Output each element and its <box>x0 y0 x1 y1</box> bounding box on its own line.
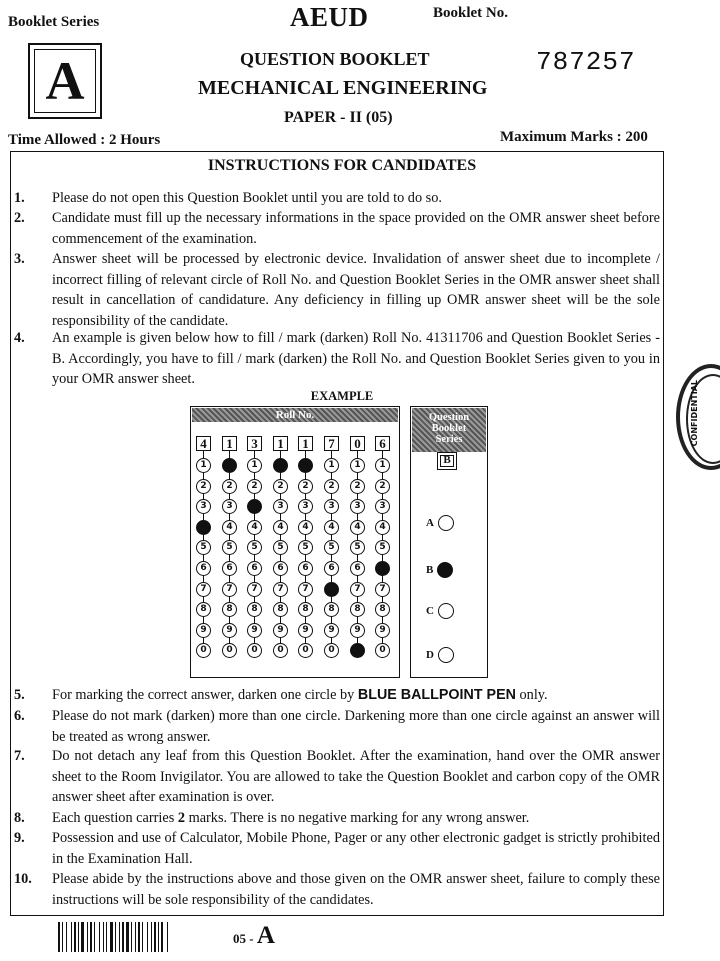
barcode-bar <box>161 922 163 952</box>
roll-bubble: 3 <box>375 499 390 514</box>
booklet-series-label: Booklet Series <box>8 14 100 30</box>
roll-bubble: 4 <box>273 520 288 535</box>
roll-bubble: 2 <box>222 479 237 494</box>
roll-bubble: 6 <box>324 561 339 576</box>
roll-digit-box: 6 <box>375 436 390 451</box>
series-option-letter: B <box>426 564 434 576</box>
barcode-bar <box>74 922 76 952</box>
barcode-bar <box>87 922 88 952</box>
instruction-text-part: marks. There is no negative marking for any wrong answer. <box>185 810 530 826</box>
series-option-bubble <box>438 603 454 619</box>
instruction-text: Candidate must fill up the necessary informations in the space provided on the OMR answer sheet before commencement of the examination. <box>52 210 660 247</box>
series-marked-box <box>437 452 457 470</box>
barcode-bar <box>147 922 148 952</box>
roll-bubble: 9 <box>324 623 339 638</box>
series-option-a <box>426 513 454 533</box>
roll-digit-box: 1 <box>298 436 313 451</box>
series-header <box>412 408 486 452</box>
paper-label: PAPER - II (05) <box>284 109 393 126</box>
roll-bubble: 8 <box>298 602 313 617</box>
booklet-number: 787257 <box>536 47 636 77</box>
barcode-bar <box>94 922 95 952</box>
roll-bubble: 6 <box>350 561 365 576</box>
instruction-text <box>52 685 660 706</box>
roll-bubble: 7 <box>298 582 313 597</box>
roll-bubble: 2 <box>196 479 211 494</box>
roll-bubble: 8 <box>222 602 237 617</box>
instruction-number: 8. <box>14 810 25 826</box>
instruction-text-part: only. <box>515 687 548 703</box>
roll-bubble: 5 <box>273 540 288 555</box>
booklet-title: QUESTION BOOKLET <box>240 49 430 69</box>
roll-bubble: 7 <box>273 582 288 597</box>
roll-bubble: 8 <box>324 602 339 617</box>
roll-bubble: 4 <box>350 520 365 535</box>
roll-bubble: 1 <box>196 458 211 473</box>
roll-bubble: 8 <box>273 602 288 617</box>
series-option-d <box>426 645 454 665</box>
roll-bubble: 0 <box>247 643 262 658</box>
roll-bubble: 9 <box>298 623 313 638</box>
barcode-bar <box>167 922 168 952</box>
roll-bubble: 9 <box>350 623 365 638</box>
roll-bubble <box>222 458 237 473</box>
barcode-bar <box>81 922 84 952</box>
barcode-bar <box>106 922 107 952</box>
roll-bubble <box>324 582 339 597</box>
instruction-text <box>52 808 660 829</box>
barcode-bar <box>110 922 113 952</box>
roll-bubble: 4 <box>247 520 262 535</box>
instruction-text: Answer sheet will be processed by electronic device. Invalidation of answer sheet due to incomplete / incorrect filling of relevant circle of Roll No. and Question Booklet Series in the OMR answer sheet shall result in cancellation of candidature. Any deficiency in filling up OMR answer sheet will be the sole responsibility of the candidate. <box>52 251 660 329</box>
instruction-text-part: Each question carries <box>52 810 178 826</box>
roll-bubble: 4 <box>324 520 339 535</box>
instruction-number: 3. <box>14 251 25 267</box>
roll-bubble: 2 <box>324 479 339 494</box>
instruction-number: 2. <box>14 210 25 226</box>
series-option-b <box>426 560 453 580</box>
roll-bubble <box>375 561 390 576</box>
exam-code: AEUD <box>290 2 369 32</box>
roll-digit-box: 3 <box>247 436 262 451</box>
barcode-bar <box>66 922 67 952</box>
roll-bubble: 4 <box>222 520 237 535</box>
instruction-text-bold: BLUE BALLPOINT PEN <box>357 687 516 703</box>
roll-bubble: 5 <box>350 540 365 555</box>
series-option-c <box>426 601 454 621</box>
roll-bubble: 7 <box>247 582 262 597</box>
series-option-letter: A <box>426 517 434 529</box>
roll-bubble: 2 <box>247 479 262 494</box>
roll-bubble: 4 <box>298 520 313 535</box>
roll-bubble: 0 <box>324 643 339 658</box>
roll-bubble: 7 <box>350 582 365 597</box>
series-header-line: Booklet <box>431 423 467 434</box>
instruction-text-bold: 2 <box>177 810 185 826</box>
roll-bubble: 6 <box>196 561 211 576</box>
roll-bubble: 1 <box>324 458 339 473</box>
roll-bubble: 5 <box>324 540 339 555</box>
series-option-bubble <box>437 562 453 578</box>
barcode-bar <box>151 922 152 952</box>
example-label: EXAMPLE <box>310 389 374 403</box>
barcode-bar <box>58 922 60 952</box>
barcode-bar <box>119 922 120 952</box>
roll-bubble: 5 <box>375 540 390 555</box>
roll-bubble: 1 <box>375 458 390 473</box>
roll-bubble <box>298 458 313 473</box>
instruction-number: 7. <box>14 748 25 764</box>
instruction-number: 1. <box>14 190 25 206</box>
roll-bubble: 8 <box>350 602 365 617</box>
roll-bubble: 6 <box>273 561 288 576</box>
instruction-number: 4. <box>14 330 25 346</box>
roll-bubble: 6 <box>298 561 313 576</box>
barcode-icon <box>58 922 216 952</box>
barcode-bar <box>62 922 63 952</box>
instruction-text: Please do not open this Question Booklet until you are told to do so. <box>52 190 442 206</box>
roll-bubble: 7 <box>222 582 237 597</box>
roll-bubble: 2 <box>375 479 390 494</box>
roll-bubble: 8 <box>196 602 211 617</box>
instruction-text: Please abide by the instructions above and those given on the OMR answer sheet, failure to comply these instructions will be sole responsibility of the candidates. <box>52 871 660 908</box>
series-marked-letter: B <box>443 454 451 466</box>
roll-bubble: 3 <box>298 499 313 514</box>
barcode-bar <box>78 922 79 952</box>
footer-series-letter: A <box>256 922 275 949</box>
roll-bubble <box>247 499 262 514</box>
footer-code-prefix: 05 - <box>233 931 254 946</box>
instruction-text: Please do not mark (darken) more than one circle. Darkening more than one circle against an answer will be treated as wrong answer. <box>52 708 660 745</box>
roll-bubble: 5 <box>247 540 262 555</box>
barcode-bar <box>126 922 129 952</box>
roll-digit-box: 0 <box>350 436 365 451</box>
subject-title: MECHANICAL ENGINEERING <box>198 77 488 99</box>
booklet-no-label: Booklet No. <box>433 5 508 21</box>
roll-bubble: 3 <box>196 499 211 514</box>
roll-bubble: 6 <box>247 561 262 576</box>
roll-bubble: 1 <box>247 458 262 473</box>
roll-bubble: 3 <box>222 499 237 514</box>
roll-bubble: 0 <box>375 643 390 658</box>
barcode-bar <box>135 922 136 952</box>
confidential-seal-icon <box>676 364 720 470</box>
roll-bubble: 4 <box>375 520 390 535</box>
roll-bubble: 0 <box>298 643 313 658</box>
roll-bubble: 6 <box>222 561 237 576</box>
roll-bubble: 9 <box>222 623 237 638</box>
seal-text: CONFIDENTIAL <box>690 380 699 447</box>
instruction-text: Possession and use of Calculator, Mobile Phone, Pager or any other electronic gadget is strictly prohibited in the Examination Hall. <box>52 830 660 867</box>
roll-bubble: 9 <box>375 623 390 638</box>
barcode-bar <box>71 922 72 952</box>
roll-bubble: 3 <box>324 499 339 514</box>
roll-bubble <box>196 520 211 535</box>
roll-bubble: 2 <box>298 479 313 494</box>
roll-digit-box: 1 <box>273 436 288 451</box>
barcode-bar <box>90 922 92 952</box>
roll-bubble: 2 <box>350 479 365 494</box>
roll-bubble: 2 <box>273 479 288 494</box>
roll-bubble: 5 <box>196 540 211 555</box>
series-header-line: Question <box>428 412 470 423</box>
roll-bubble: 5 <box>222 540 237 555</box>
roll-digit-box: 7 <box>324 436 339 451</box>
roll-bubble: 0 <box>196 643 211 658</box>
series-letter: A <box>34 49 96 113</box>
instruction-text-part: For marking the correct answer, darken one circle by <box>52 687 358 703</box>
barcode-bar <box>154 922 156 952</box>
roll-bubble: 8 <box>247 602 262 617</box>
maximum-marks: Maximum Marks : 200 <box>500 129 648 145</box>
roll-digit-box: 1 <box>222 436 237 451</box>
series-option-bubble <box>438 647 454 663</box>
instruction-text: An example is given below how to fill / mark (darken) Roll No. 41311706 and Question Booklet Series - B. Accordingly, you have to fill / mark (darken) the Roll No. and Question Booklet Series given to you in your OMR answer sheet. <box>52 330 660 388</box>
series-option-letter: D <box>426 649 434 661</box>
roll-bubble: 3 <box>273 499 288 514</box>
roll-bubble: 1 <box>350 458 365 473</box>
barcode-bar <box>158 922 159 952</box>
barcode-bar <box>138 922 140 952</box>
roll-bubble: 5 <box>298 540 313 555</box>
barcode-bar <box>99 922 100 952</box>
roll-number-header: Roll No. <box>192 408 398 422</box>
series-option-letter: C <box>426 605 434 617</box>
barcode-bar <box>131 922 132 952</box>
roll-bubble: 9 <box>196 623 211 638</box>
barcode-bar <box>142 922 143 952</box>
instructions-title: INSTRUCTIONS FOR CANDIDATES <box>207 157 477 174</box>
barcode-bar <box>103 922 104 952</box>
roll-bubble: 9 <box>273 623 288 638</box>
roll-bubble <box>273 458 288 473</box>
roll-bubble: 7 <box>196 582 211 597</box>
series-header-line: Series <box>435 434 463 445</box>
instruction-number: 10. <box>14 871 32 887</box>
roll-bubble: 8 <box>375 602 390 617</box>
series-option-bubble <box>438 515 454 531</box>
barcode-bar <box>122 922 124 952</box>
roll-bubble: 3 <box>350 499 365 514</box>
instruction-text: Do not detach any leaf from this Question Booklet. After the examination, hand over the OMR answer sheet to the Room Invigilator. You are allowed to take the Question Booklet and carbon copy of the OMR answer sheet after examination is over. <box>52 748 660 806</box>
footer-code <box>233 922 275 950</box>
roll-bubble: 0 <box>222 643 237 658</box>
roll-bubble: 9 <box>247 623 262 638</box>
time-allowed: Time Allowed : 2 Hours <box>8 132 161 148</box>
barcode-bar <box>115 922 116 952</box>
roll-digit-box: 4 <box>196 436 211 451</box>
instruction-number: 5. <box>14 687 25 703</box>
instruction-number: 6. <box>14 708 25 724</box>
roll-bubble: 0 <box>273 643 288 658</box>
roll-bubble <box>350 643 365 658</box>
roll-bubble: 7 <box>375 582 390 597</box>
instruction-number: 9. <box>14 830 25 846</box>
series-letter-box <box>28 43 102 119</box>
